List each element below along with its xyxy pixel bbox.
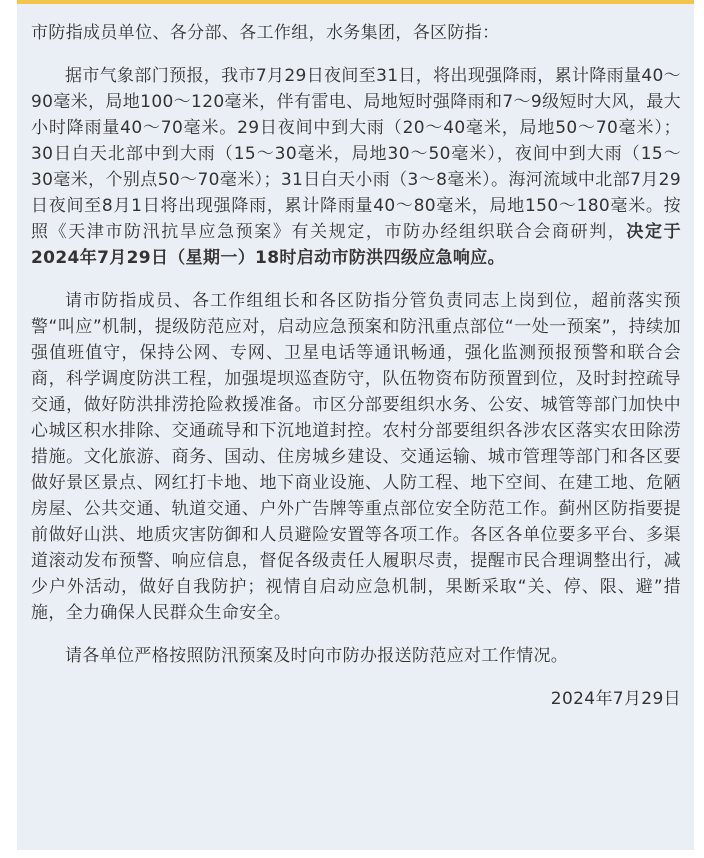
forecast-paragraph: [31, 63, 681, 271]
requirements-paragraph: 请市防指成员、各工作组组长和各区防指分管负责同志上岗到位，超前落实预警“叫应”机制，提级防范应对，启动应急预案和防汛重点部位“一处一预案”，持续加强值班值守，保持公网、专网、卫星电话等通讯畅通，强化监测预报预警和联合会商，科学调度防洪工程，加强堤坝巡查防守，队伍物资布防预置到位，及时封控疏导交通，做好防洪排涝抢险救援准备。市区分部要组织水务、公安、城管等部门加快中心城区积水排除、交通疏导和下沉地道封控。农村分部要组织各涉农区落实农田除涝措施。文化旅游、商务、国动、住房城乡建设、交通运输、城市管理等部门和各区要做好景区景点、网红打卡地、地下商业设施、人防工程、地下空间、在建工地、危陋房屋、公共交通、轨道交通、户外广告牌等重点部位安全防范工作。蓟州区防指要提前做好山洪、地质灾害防御和人员避险安置等各项工作。各区各单位要多平台、多渠道滚动发布预警、响应信息，督促各级责任人履职尽责，提醒市民合理调整出行，减少户外活动，做好自我防护；视情自启动应急机制，果断采取“关、停、限、避”措施，全力确保人民群众生命安全。: [31, 291, 681, 623]
notice-content: [31, 20, 681, 712]
forecast-text: 据市气象部门预报，我市7月29日夜间至31日，将出现强降雨，累计降雨量40～90毫米，局地100～120毫米，伴有雷电、局地短时强降雨和7～9级短时大风，最大小时降雨量40～70毫米。29日夜间中到大雨（20～40毫米，局地50～70毫米）；30日白天北部中到大雨（15～30毫米，局地30～50毫米），夜间中到大雨（15～30毫米，个别点50～70毫米）；31日白天小雨（3～8毫米）。海河流域中北部7月29日夜间至8月1日将出现强降雨，累计降雨量40～80毫米，局地150～180毫米。按照《天津市防汛抗旱应急预案》有关规定，市防办经组织联合会商研判，: [31, 66, 682, 242]
response-decision: 决定于2024年7月29日（星期一）18时启动市防洪四级应急响应。: [31, 222, 681, 268]
reporting-paragraph: 请各单位严格按照防汛预案及时向市防办报送防范应对工作情况。: [65, 646, 569, 666]
issue-date: 2024年7月29日: [550, 689, 681, 709]
salutation: 市防指成员单位、各分部、各工作组，水务集团，各区防指：: [31, 23, 500, 43]
notice-panel: [17, 0, 694, 850]
accent-bar: [17, 0, 694, 4]
